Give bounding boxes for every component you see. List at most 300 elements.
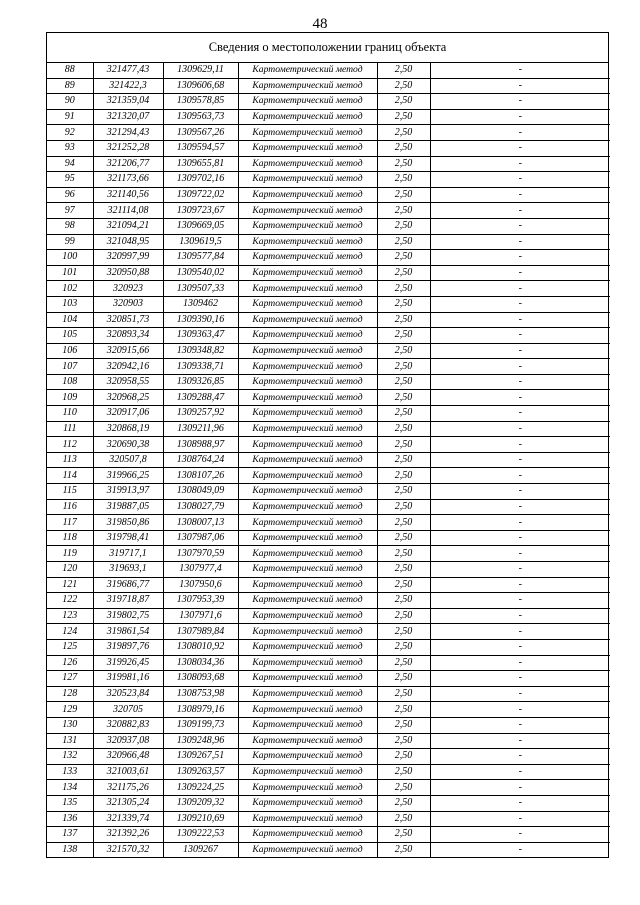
table-row: [47, 795, 610, 811]
cell-coord-y: 1309594,57: [163, 140, 238, 156]
coordinates-table: [47, 63, 610, 857]
cell-coord-x: 321320,07: [93, 109, 163, 125]
table-row: [47, 608, 610, 624]
cell-description: -: [430, 172, 610, 188]
table-row: [47, 328, 610, 344]
cell-coord-x: 321175,26: [93, 780, 163, 796]
cell-coord-x: 320950,88: [93, 265, 163, 281]
cell-coord-y: 1309655,81: [163, 156, 238, 172]
cell-coord-x: 320893,34: [93, 328, 163, 344]
cell-point-number: 133: [47, 764, 93, 780]
cell-description: -: [430, 733, 610, 749]
cell-coord-x: 321003,61: [93, 764, 163, 780]
cell-point-number: 107: [47, 359, 93, 375]
table-row: [47, 406, 610, 422]
cell-coord-y: 1308764,24: [163, 452, 238, 468]
cell-method: Картометрический метод: [238, 234, 377, 250]
cell-method: Картометрический метод: [238, 359, 377, 375]
table-row: [47, 343, 610, 359]
table-row: [47, 359, 610, 375]
table-row: [47, 78, 610, 94]
cell-method: Картометрический метод: [238, 156, 377, 172]
cell-method: Картометрический метод: [238, 187, 377, 203]
cell-method: Картометрический метод: [238, 390, 377, 406]
cell-point-number: 102: [47, 281, 93, 297]
cell-coord-x: 321114,08: [93, 203, 163, 219]
cell-accuracy: 2,50: [377, 577, 430, 593]
cell-point-number: 97: [47, 203, 93, 219]
cell-method: Картометрический метод: [238, 608, 377, 624]
cell-accuracy: 2,50: [377, 187, 430, 203]
cell-coord-x: 321570,32: [93, 842, 163, 857]
table-row: [47, 140, 610, 156]
cell-accuracy: 2,50: [377, 562, 430, 578]
cell-accuracy: 2,50: [377, 265, 430, 281]
cell-coord-y: 1309507,33: [163, 281, 238, 297]
cell-coord-x: 319897,76: [93, 639, 163, 655]
cell-coord-x: 320942,16: [93, 359, 163, 375]
cell-accuracy: 2,50: [377, 499, 430, 515]
cell-point-number: 111: [47, 421, 93, 437]
cell-method: Картометрический метод: [238, 281, 377, 297]
table-row: [47, 639, 610, 655]
cell-coord-x: 319850,86: [93, 515, 163, 531]
table-row: [47, 530, 610, 546]
cell-coord-x: 321422,3: [93, 78, 163, 94]
cell-description: -: [430, 655, 610, 671]
cell-point-number: 105: [47, 328, 93, 344]
cell-point-number: 128: [47, 686, 93, 702]
cell-description: -: [430, 125, 610, 141]
cell-coord-y: 1309222,53: [163, 827, 238, 843]
table-row: [47, 655, 610, 671]
table-row: [47, 546, 610, 562]
cell-method: Картометрический метод: [238, 296, 377, 312]
cell-method: Картометрический метод: [238, 530, 377, 546]
cell-point-number: 130: [47, 717, 93, 733]
table-row: [47, 562, 610, 578]
cell-point-number: 122: [47, 593, 93, 609]
cell-coord-x: 320997,99: [93, 250, 163, 266]
cell-description: -: [430, 390, 610, 406]
cell-coord-x: 321392,26: [93, 827, 163, 843]
cell-description: -: [430, 842, 610, 857]
cell-description: -: [430, 562, 610, 578]
cell-coord-y: 1308753,98: [163, 686, 238, 702]
cell-coord-x: 321173,66: [93, 172, 163, 188]
cell-coord-x: 320882,83: [93, 717, 163, 733]
cell-coord-x: 320968,25: [93, 390, 163, 406]
cell-accuracy: 2,50: [377, 749, 430, 765]
cell-point-number: 115: [47, 484, 93, 500]
cell-coord-y: 1309267: [163, 842, 238, 857]
cell-point-number: 131: [47, 733, 93, 749]
table-row: [47, 234, 610, 250]
cell-description: -: [430, 686, 610, 702]
cell-accuracy: 2,50: [377, 390, 430, 406]
cell-coord-y: 1309363,47: [163, 328, 238, 344]
cell-coord-x: 320917,06: [93, 406, 163, 422]
table-row: [47, 827, 610, 843]
cell-coord-x: 319887,05: [93, 499, 163, 515]
cell-accuracy: 2,50: [377, 218, 430, 234]
cell-accuracy: 2,50: [377, 484, 430, 500]
cell-coord-y: 1308010,92: [163, 639, 238, 655]
cell-coord-y: 1308034,36: [163, 655, 238, 671]
cell-accuracy: 2,50: [377, 234, 430, 250]
table-row: [47, 94, 610, 110]
table-row: [47, 374, 610, 390]
cell-method: Картометрический метод: [238, 172, 377, 188]
cell-description: -: [430, 811, 610, 827]
cell-point-number: 99: [47, 234, 93, 250]
cell-accuracy: 2,50: [377, 702, 430, 718]
cell-coord-x: 321048,95: [93, 234, 163, 250]
cell-coord-x: 321477,43: [93, 63, 163, 78]
cell-method: Картометрический метод: [238, 109, 377, 125]
cell-point-number: 98: [47, 218, 93, 234]
cell-coord-x: 319717,1: [93, 546, 163, 562]
cell-point-number: 91: [47, 109, 93, 125]
cell-coord-y: 1309210,69: [163, 811, 238, 827]
cell-coord-y: 1309390,16: [163, 312, 238, 328]
table-row: [47, 686, 610, 702]
page-number: 48: [312, 16, 328, 32]
table-row: [47, 281, 610, 297]
cell-accuracy: 2,50: [377, 281, 430, 297]
cell-point-number: 136: [47, 811, 93, 827]
cell-coord-x: 320690,38: [93, 437, 163, 453]
cell-description: -: [430, 780, 610, 796]
cell-coord-x: 321359,04: [93, 94, 163, 110]
cell-accuracy: 2,50: [377, 437, 430, 453]
cell-coord-x: 320915,66: [93, 343, 163, 359]
cell-coord-x: 321252,28: [93, 140, 163, 156]
cell-accuracy: 2,50: [377, 608, 430, 624]
table-row: [47, 624, 610, 640]
cell-coord-y: 1309199,73: [163, 717, 238, 733]
cell-method: Картометрический метод: [238, 593, 377, 609]
cell-method: Картометрический метод: [238, 250, 377, 266]
cell-point-number: 125: [47, 639, 93, 655]
cell-description: -: [430, 530, 610, 546]
cell-method: Картометрический метод: [238, 842, 377, 857]
cell-accuracy: 2,50: [377, 359, 430, 375]
cell-coord-x: 319686,77: [93, 577, 163, 593]
cell-accuracy: 2,50: [377, 172, 430, 188]
cell-description: -: [430, 499, 610, 515]
cell-point-number: 110: [47, 406, 93, 422]
cell-accuracy: 2,50: [377, 686, 430, 702]
cell-coord-x: 319693,1: [93, 562, 163, 578]
cell-accuracy: 2,50: [377, 624, 430, 640]
cell-accuracy: 2,50: [377, 842, 430, 857]
cell-method: Картометрический метод: [238, 811, 377, 827]
cell-coord-y: 1309563,73: [163, 109, 238, 125]
cell-coord-y: 1308049,09: [163, 484, 238, 500]
table-row: [47, 187, 610, 203]
cell-point-number: 119: [47, 546, 93, 562]
cell-point-number: 95: [47, 172, 93, 188]
cell-method: Картометрический метод: [238, 686, 377, 702]
cell-accuracy: 2,50: [377, 328, 430, 344]
cell-accuracy: 2,50: [377, 343, 430, 359]
cell-description: -: [430, 624, 610, 640]
cell-point-number: 93: [47, 140, 93, 156]
cell-description: -: [430, 374, 610, 390]
cell-coord-x: 319926,45: [93, 655, 163, 671]
cell-accuracy: 2,50: [377, 63, 430, 78]
cell-description: -: [430, 296, 610, 312]
cell-method: Картометрический метод: [238, 764, 377, 780]
cell-accuracy: 2,50: [377, 655, 430, 671]
cell-point-number: 135: [47, 795, 93, 811]
cell-accuracy: 2,50: [377, 94, 430, 110]
table-row: [47, 250, 610, 266]
cell-point-number: 106: [47, 343, 93, 359]
cell-coord-y: 1309248,96: [163, 733, 238, 749]
cell-description: -: [430, 94, 610, 110]
cell-description: -: [430, 109, 610, 125]
cell-point-number: 96: [47, 187, 93, 203]
cell-coord-y: 1309702,16: [163, 172, 238, 188]
cell-point-number: 116: [47, 499, 93, 515]
cell-coord-x: 320923: [93, 281, 163, 297]
table-row: [47, 468, 610, 484]
cell-description: -: [430, 218, 610, 234]
cell-accuracy: 2,50: [377, 515, 430, 531]
cell-coord-x: 319798,41: [93, 530, 163, 546]
cell-point-number: 90: [47, 94, 93, 110]
cell-accuracy: 2,50: [377, 406, 430, 422]
table-row: [47, 671, 610, 687]
cell-coord-x: 320507,8: [93, 452, 163, 468]
cell-coord-y: 1309578,85: [163, 94, 238, 110]
cell-coord-y: 1309257,92: [163, 406, 238, 422]
table-row: [47, 842, 610, 857]
cell-accuracy: 2,50: [377, 764, 430, 780]
cell-accuracy: 2,50: [377, 78, 430, 94]
cell-method: Картометрический метод: [238, 484, 377, 500]
cell-coord-y: 1309606,68: [163, 78, 238, 94]
cell-coord-y: 1307989,84: [163, 624, 238, 640]
cell-point-number: 103: [47, 296, 93, 312]
cell-point-number: 137: [47, 827, 93, 843]
cell-description: -: [430, 140, 610, 156]
cell-accuracy: 2,50: [377, 312, 430, 328]
cell-description: -: [430, 78, 610, 94]
cell-coord-x: 321140,56: [93, 187, 163, 203]
cell-accuracy: 2,50: [377, 421, 430, 437]
cell-coord-y: 1309288,47: [163, 390, 238, 406]
cell-description: -: [430, 515, 610, 531]
table-row: [47, 577, 610, 593]
cell-coord-x: 321206,77: [93, 156, 163, 172]
cell-point-number: 121: [47, 577, 93, 593]
boundary-table-sheet: [46, 32, 609, 858]
cell-coord-y: 1308988,97: [163, 437, 238, 453]
cell-description: -: [430, 608, 610, 624]
cell-coord-y: 1309629,11: [163, 63, 238, 78]
cell-description: -: [430, 265, 610, 281]
cell-method: Картометрический метод: [238, 312, 377, 328]
cell-coord-y: 1309540,02: [163, 265, 238, 281]
cell-point-number: 112: [47, 437, 93, 453]
cell-method: Картометрический метод: [238, 749, 377, 765]
cell-coord-y: 1309669,05: [163, 218, 238, 234]
cell-description: -: [430, 749, 610, 765]
cell-method: Картометрический метод: [238, 639, 377, 655]
cell-coord-y: 1308979,16: [163, 702, 238, 718]
table-row: [47, 593, 610, 609]
cell-method: Картометрический метод: [238, 140, 377, 156]
cell-accuracy: 2,50: [377, 717, 430, 733]
cell-accuracy: 2,50: [377, 452, 430, 468]
cell-description: -: [430, 593, 610, 609]
cell-coord-y: 1309723,67: [163, 203, 238, 219]
table-row: [47, 296, 610, 312]
cell-description: -: [430, 827, 610, 843]
cell-coord-x: 320958,55: [93, 374, 163, 390]
cell-method: Картометрический метод: [238, 94, 377, 110]
cell-coord-y: 1309209,32: [163, 795, 238, 811]
cell-coord-y: 1307977,4: [163, 562, 238, 578]
cell-description: -: [430, 281, 610, 297]
cell-point-number: 120: [47, 562, 93, 578]
cell-accuracy: 2,50: [377, 530, 430, 546]
cell-point-number: 127: [47, 671, 93, 687]
cell-method: Картометрический метод: [238, 203, 377, 219]
cell-point-number: 100: [47, 250, 93, 266]
cell-coord-y: 1309348,82: [163, 343, 238, 359]
cell-coord-y: 1309326,85: [163, 374, 238, 390]
cell-accuracy: 2,50: [377, 203, 430, 219]
cell-point-number: 89: [47, 78, 93, 94]
cell-coord-y: 1308093,68: [163, 671, 238, 687]
cell-description: -: [430, 702, 610, 718]
cell-method: Картометрический метод: [238, 562, 377, 578]
table-row: [47, 733, 610, 749]
cell-accuracy: 2,50: [377, 468, 430, 484]
cell-coord-x: 319981,16: [93, 671, 163, 687]
cell-method: Картометрический метод: [238, 717, 377, 733]
cell-coord-y: 1307970,59: [163, 546, 238, 562]
table-row: [47, 421, 610, 437]
cell-method: Картометрический метод: [238, 546, 377, 562]
table-row: [47, 499, 610, 515]
cell-point-number: 117: [47, 515, 93, 531]
cell-coord-y: 1307971,6: [163, 608, 238, 624]
cell-coord-y: 1309577,84: [163, 250, 238, 266]
cell-accuracy: 2,50: [377, 140, 430, 156]
cell-accuracy: 2,50: [377, 109, 430, 125]
cell-method: Картометрический метод: [238, 421, 377, 437]
table-row: [47, 749, 610, 765]
cell-description: -: [430, 63, 610, 78]
cell-coord-y: 1309211,96: [163, 421, 238, 437]
cell-description: -: [430, 795, 610, 811]
cell-description: -: [430, 546, 610, 562]
cell-coord-y: 1309462: [163, 296, 238, 312]
table-row: [47, 172, 610, 188]
cell-accuracy: 2,50: [377, 374, 430, 390]
cell-point-number: 138: [47, 842, 93, 857]
cell-method: Картометрический метод: [238, 702, 377, 718]
cell-accuracy: 2,50: [377, 733, 430, 749]
cell-description: -: [430, 234, 610, 250]
table-row: [47, 780, 610, 796]
table-row: [47, 811, 610, 827]
cell-method: Картометрический метод: [238, 624, 377, 640]
cell-accuracy: 2,50: [377, 250, 430, 266]
table-title: Сведения о местоположении границ объекта: [47, 33, 608, 63]
cell-coord-y: 1308027,79: [163, 499, 238, 515]
cell-coord-x: 320966,48: [93, 749, 163, 765]
cell-point-number: 124: [47, 624, 93, 640]
cell-method: Картометрический метод: [238, 515, 377, 531]
cell-point-number: 108: [47, 374, 93, 390]
cell-description: -: [430, 421, 610, 437]
cell-coord-y: 1309619,5: [163, 234, 238, 250]
cell-method: Картометрический метод: [238, 499, 377, 515]
cell-coord-y: 1308107,26: [163, 468, 238, 484]
cell-method: Картометрический метод: [238, 827, 377, 843]
cell-method: Картометрический метод: [238, 468, 377, 484]
cell-accuracy: 2,50: [377, 546, 430, 562]
cell-description: -: [430, 468, 610, 484]
cell-coord-y: 1308007,13: [163, 515, 238, 531]
cell-method: Картометрический метод: [238, 577, 377, 593]
cell-description: -: [430, 639, 610, 655]
cell-coord-x: 320851,73: [93, 312, 163, 328]
cell-description: -: [430, 343, 610, 359]
cell-accuracy: 2,50: [377, 795, 430, 811]
cell-accuracy: 2,50: [377, 593, 430, 609]
cell-point-number: 129: [47, 702, 93, 718]
cell-description: -: [430, 250, 610, 266]
cell-coord-x: 319802,75: [93, 608, 163, 624]
cell-coord-x: 320523,84: [93, 686, 163, 702]
table-row: [47, 265, 610, 281]
cell-coord-x: 319913,97: [93, 484, 163, 500]
cell-method: Картометрический метод: [238, 125, 377, 141]
cell-description: -: [430, 312, 610, 328]
cell-method: Картометрический метод: [238, 218, 377, 234]
cell-description: -: [430, 203, 610, 219]
cell-method: Картометрический метод: [238, 374, 377, 390]
cell-description: -: [430, 187, 610, 203]
cell-description: -: [430, 484, 610, 500]
cell-method: Картометрический метод: [238, 780, 377, 796]
cell-coord-x: 319718,87: [93, 593, 163, 609]
cell-accuracy: 2,50: [377, 296, 430, 312]
table-row: [47, 203, 610, 219]
cell-accuracy: 2,50: [377, 780, 430, 796]
cell-accuracy: 2,50: [377, 156, 430, 172]
cell-description: -: [430, 577, 610, 593]
cell-coord-y: 1309263,57: [163, 764, 238, 780]
cell-point-number: 126: [47, 655, 93, 671]
cell-coord-x: 319966,25: [93, 468, 163, 484]
table-row: [47, 717, 610, 733]
cell-coord-x: 321094,21: [93, 218, 163, 234]
table-row: [47, 515, 610, 531]
cell-coord-y: 1309722,02: [163, 187, 238, 203]
cell-coord-x: 321339,74: [93, 811, 163, 827]
table-row: [47, 764, 610, 780]
cell-point-number: 101: [47, 265, 93, 281]
cell-point-number: 114: [47, 468, 93, 484]
